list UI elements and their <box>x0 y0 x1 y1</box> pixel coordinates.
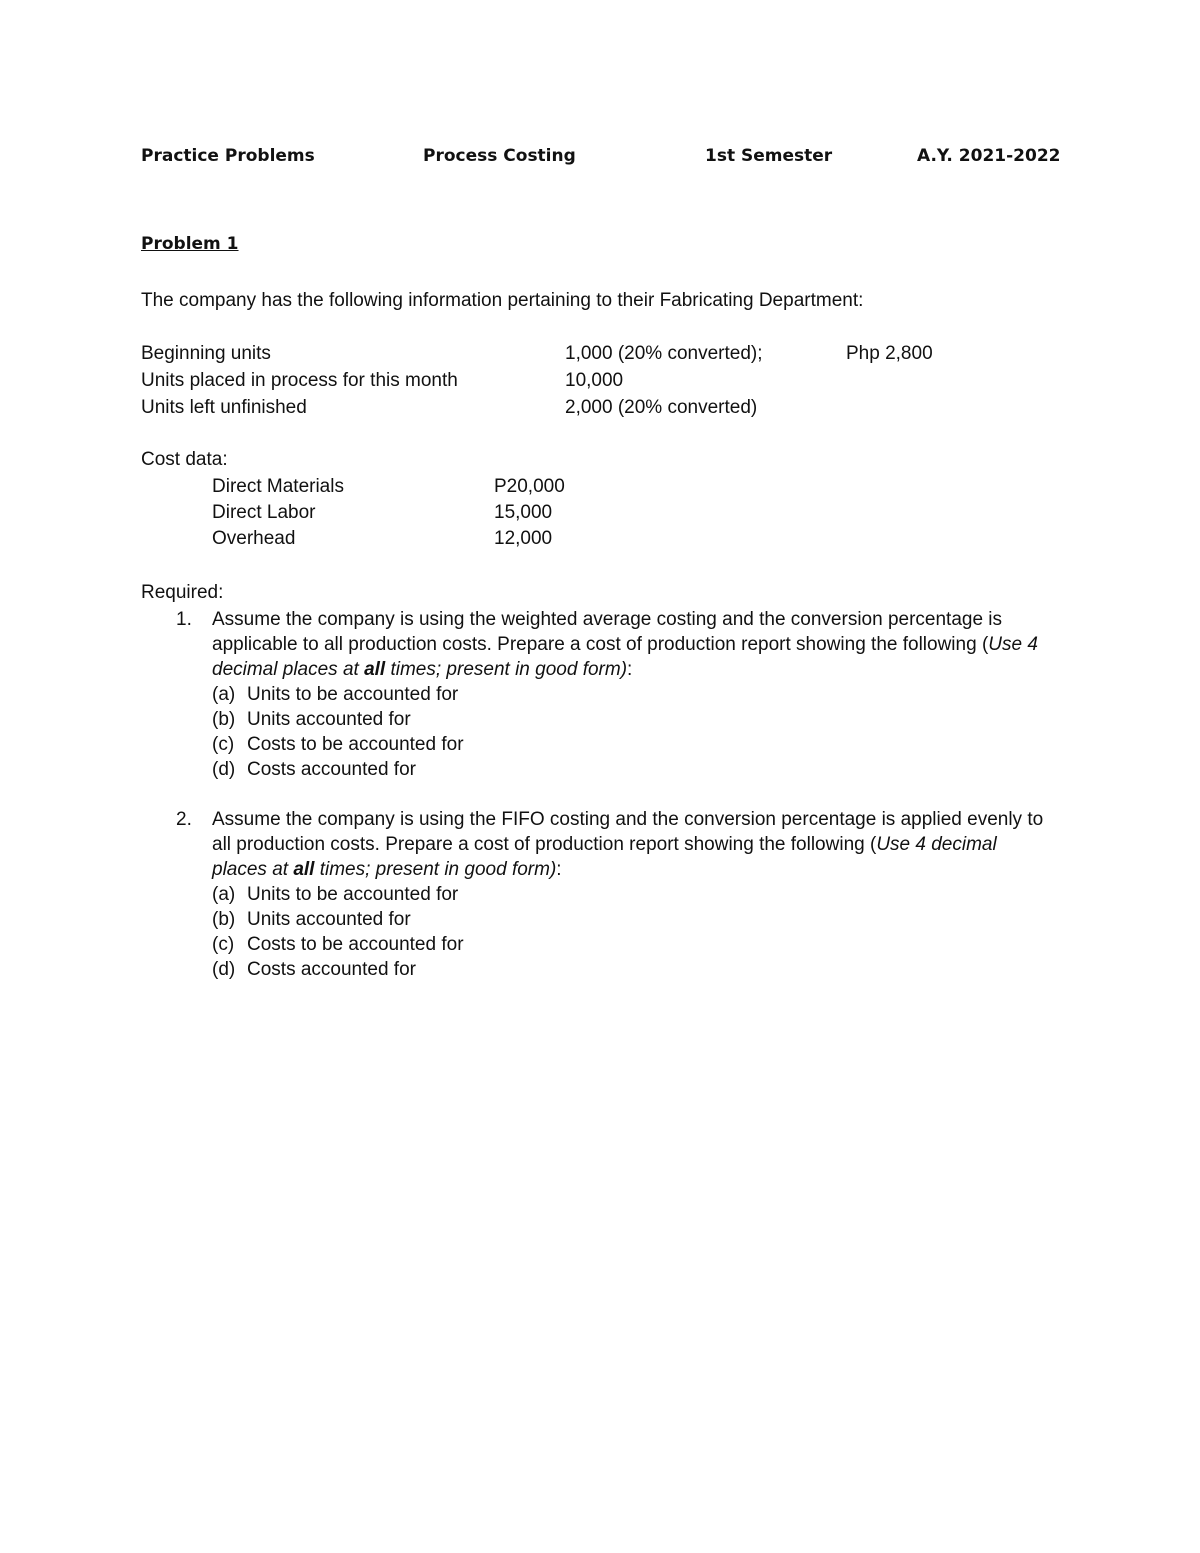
list-item-letter: (c) <box>212 934 235 955</box>
requirement-text-plain: : <box>627 659 633 680</box>
header-academic-year: A.Y. 2021-2022 <box>917 146 1061 166</box>
requirement-text <box>212 607 1056 682</box>
list-item <box>212 682 458 707</box>
list-item <box>212 932 464 957</box>
fact-value: 1,000 (20% converted); <box>565 343 763 364</box>
list-item <box>212 732 464 757</box>
list-item <box>212 907 411 932</box>
list-item-text: Costs accounted for <box>247 959 416 980</box>
list-item <box>212 882 458 907</box>
fact-label: Units left unfinished <box>141 397 307 418</box>
list-item-text: Units to be accounted for <box>247 684 459 705</box>
cost-name: Direct Materials <box>212 476 344 497</box>
requirement-text-italic: Use 4 decimal places at <box>212 834 997 880</box>
requirement-text-italic: times; present in good form) <box>314 859 557 880</box>
list-item <box>212 757 416 782</box>
fact-value: 2,000 (20% converted) <box>565 397 758 418</box>
fact-row <box>0 396 1200 422</box>
requirement-text <box>212 807 1056 882</box>
cost-row <box>0 475 1200 501</box>
header-topic: Process Costing <box>423 146 576 166</box>
fact-row <box>0 369 1200 395</box>
requirement-text-bold: all <box>293 859 315 880</box>
required-label: Required: <box>141 582 224 603</box>
list-item-letter: (d) <box>212 959 236 980</box>
list-item-letter: (b) <box>212 709 236 730</box>
list-item-letter: (d) <box>212 759 236 780</box>
header-semester: 1st Semester <box>705 146 833 166</box>
list-item-letter: (b) <box>212 909 236 930</box>
list-item-text: Costs to be accounted for <box>247 734 464 755</box>
list-item-text: Units accounted for <box>247 909 411 930</box>
problem-title: Problem 1 <box>141 234 239 254</box>
cost-value: 15,000 <box>494 502 553 523</box>
header-course: Practice Problems <box>141 146 315 166</box>
cost-row <box>0 527 1200 553</box>
requirement-text-plain: Assume the company is using the weighted average costing and the conversion percentage is applicable to all production costs. Prepare a cost of production report showing the following ( <box>212 609 1003 655</box>
cost-name: Direct Labor <box>212 502 316 523</box>
requirement-number: 1. <box>176 609 192 630</box>
list-item-letter: (a) <box>212 684 236 705</box>
requirement-text-plain: : <box>556 859 562 880</box>
requirement-text-italic: times; present in good form) <box>385 659 628 680</box>
requirement-text-bold: all <box>364 659 386 680</box>
cost-name: Overhead <box>212 528 296 549</box>
cost-value: 12,000 <box>494 528 553 549</box>
list-item <box>212 957 416 982</box>
list-item-text: Units accounted for <box>247 709 411 730</box>
requirement-text-italic: Use 4 decimal places at <box>212 634 1038 680</box>
cost-row <box>0 501 1200 527</box>
cost-data-label: Cost data: <box>141 449 228 470</box>
fact-value: 10,000 <box>565 370 624 391</box>
list-item <box>212 707 411 732</box>
fact-row <box>0 342 1200 368</box>
fact-extra: Php 2,800 <box>846 343 933 364</box>
fact-label: Beginning units <box>141 343 271 364</box>
cost-value: P20,000 <box>494 476 565 497</box>
list-item-letter: (c) <box>212 734 235 755</box>
list-item-text: Costs to be accounted for <box>247 934 464 955</box>
list-item-letter: (a) <box>212 884 236 905</box>
requirement-number: 2. <box>176 809 192 830</box>
list-item-text: Units to be accounted for <box>247 884 459 905</box>
list-item-text: Costs accounted for <box>247 759 416 780</box>
problem-intro: The company has the following information pertaining to their Fabricating Department: <box>141 290 864 311</box>
requirement-text-plain: Assume the company is using the FIFO costing and the conversion percentage is applied evenly to all production costs. Prepare a cost of production report showing the following ( <box>212 809 1044 855</box>
fact-label: Units placed in process for this month <box>141 370 458 391</box>
